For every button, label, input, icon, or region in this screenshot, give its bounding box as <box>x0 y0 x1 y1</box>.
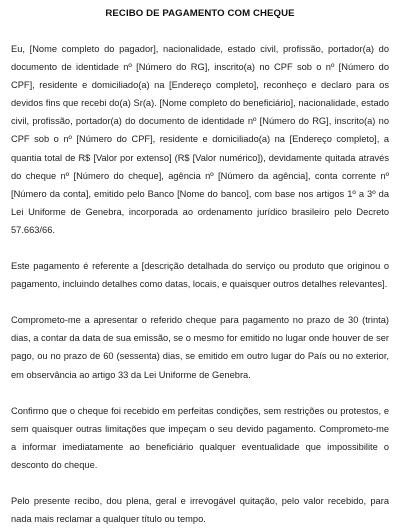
paragraph-declaration: Eu, [Nome completo do pagador], nacionalidade, estado civil, profissão, portador(a) do documento de identidade nº [Número do RG], inscrito(a) no CPF sob o nº [Número do CPF], residente e domiciliado(a) na [Endereço completo], reconheço e declaro para os devidos fins que recebi do(a) Sr(a). [Nome completo do beneficiário], nacionalidade, estado civil, profissão, portador(a) do documento de identidade nº [Número do RG], inscrito(a) no CPF sob o nº [Número do CPF], residente e domiciliado(a) na [Endereço completo], a quantia total de R$ [Valor por extenso] (R$ [Valor numérico]), devidamente quitada através do cheque nº [Número do cheque], agência nº [Número da agência], conta corrente nº [Número da conta], emitido pelo Banco [Nome do banco], com base nos artigos 1º a 3º da Lei Uniforme de Genebra, incorporada ao ordenamento jurídico brasileiro pelo Decreto 57.663/66. <box>11 44 389 235</box>
paragraph-cheque-condition: Confirmo que o cheque foi recebido em perfeitas condições, sem restrições ou protestos, e sem quaisquer outras limitações que impeçam o seu devido pagamento. Comprometo-me a informar imediatamente ao beneficiário qualquer eventualidade que impossibilite o desconto do cheque. <box>11 405 389 470</box>
document-title: RECIBO DE PAGAMENTO COM CHEQUE <box>105 8 295 19</box>
paragraph-presentation-term: Comprometo-me a apresentar o referido cheque para pagamento no prazo de 30 (trinta) dias, a contar da data de sua emissão, se o mesmo for emitido no lugar onde houver de ser pago, ou no prazo de 60 (sessenta) dias, se emitido em outro lugar do País ou no exterior, em observância ao artigo 33 da Lei Uniforme de Genebra. <box>11 315 389 380</box>
paragraph-payment-reference: Este pagamento é referente a [descrição detalhada do serviço ou produto que originou o pagamento, incluindo detalhes como datas, locais, e quaisquer outros detalhes relevantes]. <box>11 261 389 290</box>
paragraph-discharge: Pelo presente recibo, dou plena, geral e irrevogável quitação, pelo valor recebido, para nada mais reclamar a qualquer título ou tempo. <box>11 495 389 525</box>
